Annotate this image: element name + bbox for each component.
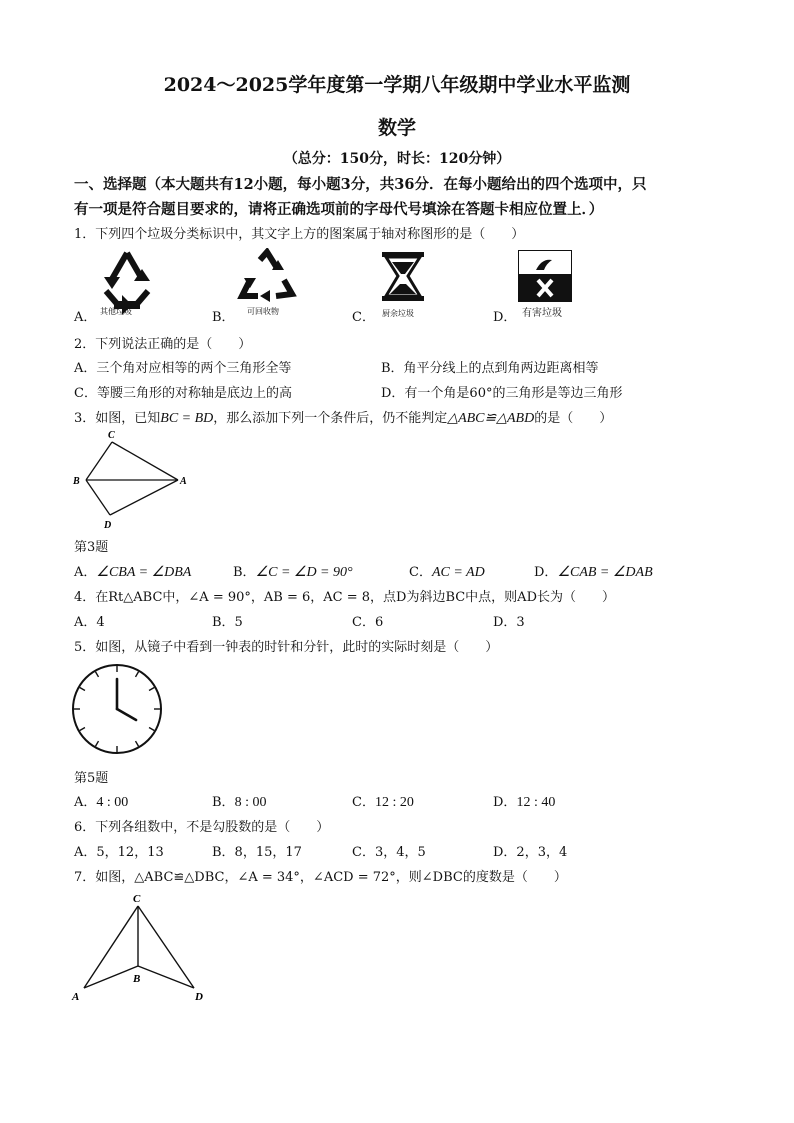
recycle-icon <box>232 248 302 308</box>
q1-option-b-letter[interactable]: B． <box>212 310 235 325</box>
q5-option-a[interactable] <box>74 791 128 811</box>
q1-option-a-letter[interactable]: A． <box>74 310 97 325</box>
subject-title: 数学 <box>377 117 416 139</box>
q7-stem: 7．如图，△ABC≌△DBC，∠A = 34°，∠ACD = 72°，则∠DBC的度数是（ ） <box>74 870 567 885</box>
exam-title: 2024～2025学年度第一学期八年级期中学业水平监测 <box>163 74 631 96</box>
q3-stem-math1: BC = BD <box>160 411 214 426</box>
q2-option-d[interactable]: D．有一个角是60°的三角形是等边三角形 <box>381 386 623 401</box>
clock-tick <box>80 688 85 691</box>
q3-label-b: B <box>73 476 80 487</box>
q7-label-a: A <box>72 991 80 1003</box>
q7-label-b: B <box>133 973 141 985</box>
q7-label-d: D <box>195 991 203 1003</box>
clock-tick <box>149 688 154 691</box>
q1-option-b-caption: 可回收物 <box>247 307 279 316</box>
q3-option-b[interactable] <box>233 561 353 581</box>
q3-option-b-math: ∠C = ∠D = 90° <box>255 565 353 580</box>
q5-clock-figure <box>70 662 164 756</box>
q3-figure <box>70 428 195 533</box>
q6-option-d[interactable]: D．2，3，4 <box>493 845 568 860</box>
exam-meta: （总分：150分，时长：120分钟） <box>283 151 511 167</box>
q5-option-a-letter: A． <box>74 795 97 810</box>
section-heading-line1: 一、选择题（本大题共有12小题，每小题3分，共36分．在每小题给出的四个选项中，只 <box>74 176 647 193</box>
clock-tick <box>96 741 99 746</box>
hazardous-waste-icon <box>518 250 572 302</box>
q1-option-d-caption: 有害垃圾 <box>522 308 562 319</box>
q1-option-d-figure <box>518 250 572 302</box>
q3-stem-math2: △ABC≌△ABD <box>447 411 535 426</box>
q3-option-a-letter: A． <box>74 565 97 580</box>
q4-option-a[interactable]: A．4 <box>74 615 105 630</box>
clock-tick <box>149 728 154 731</box>
q1-option-d-letter[interactable]: D． <box>493 310 517 325</box>
q3-stem-pre: 3．如图，已知 <box>74 411 161 426</box>
q5-option-c-letter: C． <box>352 795 375 810</box>
q2-stem: 2．下列说法正确的是（ ） <box>74 337 252 352</box>
q1-option-c-figure <box>378 250 428 306</box>
clock-icon <box>70 662 164 756</box>
q6-stem: 6．下列各组数中，不是勾股数的是（ ） <box>74 820 330 835</box>
q3-option-a[interactable] <box>74 561 191 581</box>
q6-option-c[interactable]: C．3，4，5 <box>352 845 426 860</box>
q3-option-d-letter: D． <box>534 565 558 580</box>
q7-figure <box>68 890 213 1005</box>
q1-option-a-caption: 其他垃圾 <box>100 307 132 316</box>
q1-option-c-caption: 厨余垃圾 <box>382 309 414 318</box>
hourglass-food-waste-icon <box>378 250 428 306</box>
q5-option-c[interactable] <box>352 791 414 811</box>
clock-tick <box>96 672 99 677</box>
q3-label-d: D <box>104 520 112 531</box>
q2-option-a[interactable]: A．三个角对应相等的两个三角形全等 <box>74 361 292 376</box>
q5-option-c-math: 12 : 20 <box>374 795 414 810</box>
clock-tick <box>136 741 139 746</box>
q3-stem <box>74 407 612 427</box>
q3-option-c[interactable] <box>409 561 485 581</box>
q5-caption: 第5题 <box>74 771 109 786</box>
q5-option-b[interactable] <box>212 791 266 811</box>
q5-option-d-letter: D． <box>493 795 517 810</box>
q5-option-b-math: 8 : 00 <box>234 795 267 810</box>
section-heading-line2: 有一项是符合题目要求的，请将正确选项前的字母代号填涂在答题卡相应位置上．） <box>74 201 604 218</box>
q4-option-b[interactable]: B．5 <box>212 615 243 630</box>
clock-tick <box>136 672 139 677</box>
q6-option-a[interactable]: A．5，12，13 <box>74 845 164 860</box>
q3-stem-post: 的是（ ） <box>534 411 613 426</box>
q5-option-d-math: 12 : 40 <box>516 795 556 810</box>
q2-option-c[interactable]: C．等腰三角形的对称轴是底边上的高 <box>74 386 292 401</box>
q3-option-d-math: ∠CAB = ∠DAB <box>557 565 653 580</box>
q3-option-c-math: AC = AD <box>431 565 485 580</box>
q7-label-c: C <box>133 893 141 905</box>
q1-option-b-figure <box>232 248 302 308</box>
q3-label-c: C <box>108 430 115 441</box>
q1-option-c-letter[interactable]: C． <box>352 310 375 325</box>
clock-hour-hand <box>117 709 136 720</box>
q1-stem: 1．下列四个垃圾分类标识中，其文字上方的图案属于轴对称图形的是（ ） <box>74 227 525 242</box>
q3-option-d[interactable] <box>534 561 653 581</box>
clock-tick <box>80 728 85 731</box>
q3-option-c-letter: C． <box>409 565 432 580</box>
q5-stem: 5．如图，从镜子中看到一钟表的时针和分针，此时的实际时刻是（ ） <box>74 640 499 655</box>
q4-stem: 4．在Rt△ABC中，∠A = 90°，AB = 6，AC = 8，点D为斜边BC中点，则AD长为（ ） <box>74 590 615 605</box>
q3-option-b-letter: B． <box>233 565 256 580</box>
q5-option-d[interactable] <box>493 791 555 811</box>
q3-option-a-math: ∠CBA = ∠DBA <box>96 565 192 580</box>
q3-caption: 第3题 <box>74 540 109 555</box>
q5-option-a-math: 4 : 00 <box>96 795 129 810</box>
q5-option-b-letter: B． <box>212 795 235 810</box>
q6-option-b[interactable]: B．8，15，17 <box>212 845 302 860</box>
q3-label-a: A <box>180 476 187 487</box>
q4-option-d[interactable]: D．3 <box>493 615 525 630</box>
q3-stem-mid: ，那么添加下列一个条件后，仍不能判定 <box>213 411 448 426</box>
q2-option-b[interactable]: B．角平分线上的点到角两边距离相等 <box>381 361 599 376</box>
q4-option-c[interactable]: C．6 <box>352 615 384 630</box>
